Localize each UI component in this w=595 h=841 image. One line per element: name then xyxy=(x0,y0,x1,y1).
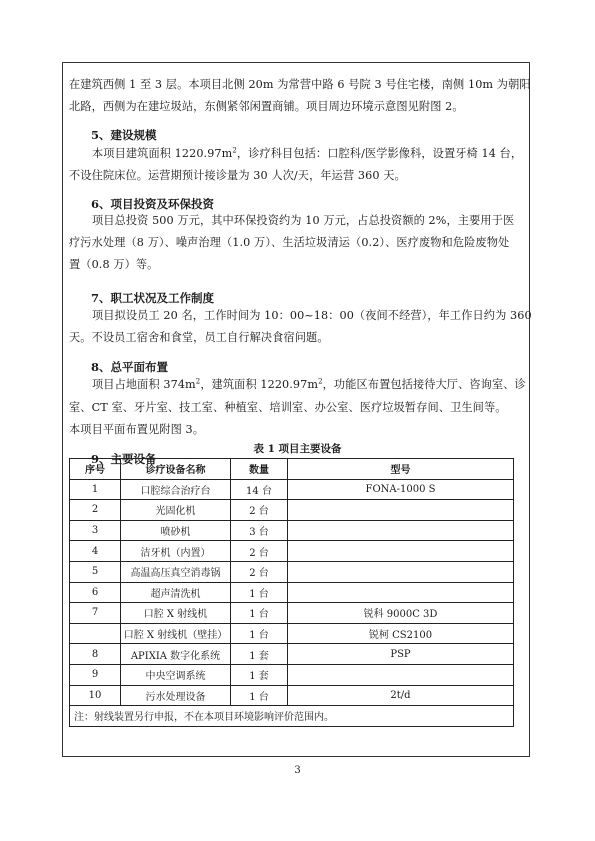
cell-model: 2t/d xyxy=(288,685,514,706)
cell-model xyxy=(288,561,514,582)
cell-equipment: APIXIA 数字化系统 xyxy=(121,644,231,665)
cell-seq: 7 xyxy=(70,603,121,624)
page-number: 3 xyxy=(294,765,301,776)
cell-equipment: 超声清洗机 xyxy=(121,582,231,603)
superscript: 2 xyxy=(232,146,237,155)
table-note-row xyxy=(70,706,514,727)
superscript: 2 xyxy=(195,377,201,386)
cell-model xyxy=(288,664,514,685)
col-header-model: 型号 xyxy=(288,459,514,480)
cell-seq: 8 xyxy=(70,644,121,665)
cell-seq: 4 xyxy=(70,541,121,562)
cell-equipment: 口腔 X 射线机 xyxy=(121,603,231,624)
body-text-line: 项目拟设员工 20 名，工作时间为 10：00~18：00（夜间不经营），年工作日约为 360 xyxy=(92,309,532,322)
col-header-quantity: 数量 xyxy=(231,459,288,480)
table-row xyxy=(70,582,514,603)
equipment-table xyxy=(69,458,514,727)
cell-equipment: 高温高压真空消毒锅 xyxy=(121,561,231,582)
table-row xyxy=(70,685,514,706)
cell-quantity: 14 台 xyxy=(231,479,288,500)
cell-model: 锐柯 CS2100 xyxy=(288,623,514,644)
cell-model: FONA-1000 S xyxy=(288,479,514,500)
cell-equipment: 喷砂机 xyxy=(121,520,231,541)
cell-equipment: 光固化机 xyxy=(121,500,231,521)
cell-equipment: 洁牙机（内置） xyxy=(121,541,231,562)
body-text-line: 不设住院床位。运营期预计接诊量为 30 人次/天，年运营 360 天。 xyxy=(69,169,406,182)
table-row xyxy=(70,479,514,500)
cell-seq: 5 xyxy=(70,561,121,582)
cell-model xyxy=(288,541,514,562)
table-row xyxy=(70,623,514,644)
cell-model: PSP xyxy=(288,644,514,665)
body-text-line: 北路，西侧为在建垃圾站，东侧紧邻闲置商铺。项目周边环境示意图见附图 2。 xyxy=(69,100,464,113)
cell-model xyxy=(288,582,514,603)
col-header-equipment: 诊疗设备名称 xyxy=(121,459,231,480)
section-heading: 8、总平面布置 xyxy=(91,360,169,374)
cell-quantity: 1 台 xyxy=(231,685,288,706)
section-heading: 5、建设规模 xyxy=(91,128,157,142)
cell-equipment: 口腔 X 射线机（壁挂） xyxy=(121,623,231,644)
body-text-line: 项目总投资 500 万元，其中环保投资约为 10 万元，占总投资额的 2%，主要用于医 xyxy=(92,214,515,227)
cell-quantity: 1 套 xyxy=(231,644,288,665)
cell-quantity: 2 台 xyxy=(231,561,288,582)
cell-seq: 1 xyxy=(70,479,121,500)
col-header-seq: 序号 xyxy=(70,459,121,480)
cell-quantity: 2 台 xyxy=(231,500,288,521)
cell-seq: 6 xyxy=(70,582,121,603)
cell-equipment: 口腔综合治疗台 xyxy=(121,479,231,500)
body-text-line: 在建筑西侧 1 至 3 层。本项目北侧 20m 为常营中路 6 号院 3 号住宅楼，南侧 10m 为朝阳 xyxy=(69,78,531,91)
body-text-line: 疗污水处理（8 万）、噪声治理（1.0 万）、生活垃圾清运（0.2）、医疗废物和危险废物处 xyxy=(69,236,510,249)
table-row xyxy=(70,561,514,582)
section-heading: 7、职工状况及工作制度 xyxy=(91,291,215,305)
cell-quantity: 1 台 xyxy=(231,582,288,603)
cell-seq: 9 xyxy=(70,664,121,685)
section-heading: 9、主要设备 xyxy=(91,452,157,466)
body-text-line: 项目占地面积 $374m^2$，建筑面积 $1220.97m^2$，功能区布置包括接待大厅、咨询室、诊 xyxy=(92,377,526,391)
cell-quantity: 1 套 xyxy=(231,664,288,685)
body-text-line: 本项目建筑面积 $1220.97m^2$，诊疗科目包括：口腔科/医学影像科，设置牙椅 14 台， xyxy=(92,146,523,160)
table-row xyxy=(70,603,514,624)
table-note: 注：射线装置另行申报，不在本项目环境影响评价范围内。 xyxy=(70,706,514,727)
table-row xyxy=(70,644,514,665)
table-row xyxy=(70,664,514,685)
cell-seq xyxy=(70,623,121,644)
body-text-line: 本项目平面布置见附图 3。 xyxy=(69,423,205,436)
body-text-line: 室、CT 室、牙片室、技工室、种植室、培训室、办公室、医疗垃圾暂存间、卫生间等。 xyxy=(69,401,507,414)
table-caption: 表 1 项目主要设备 xyxy=(253,443,342,455)
cell-equipment: 中央空调系统 xyxy=(121,664,231,685)
cell-seq: 10 xyxy=(70,685,121,706)
body-text-line: 置（0.8 万）等。 xyxy=(69,258,159,271)
cell-quantity: 3 台 xyxy=(231,520,288,541)
body-text-line: 天。不设员工宿舍和食堂，员工自行解决食宿问题。 xyxy=(69,331,329,344)
cell-seq: 2 xyxy=(70,500,121,521)
cell-seq: 3 xyxy=(70,520,121,541)
section-heading: 6、项目投资及环保投资 xyxy=(91,197,215,211)
cell-model xyxy=(288,520,514,541)
table-row xyxy=(70,541,514,562)
table-row xyxy=(70,500,514,521)
cell-equipment: 污水处理设备 xyxy=(121,685,231,706)
cell-model xyxy=(288,500,514,521)
cell-model: 锐科 9000C 3D xyxy=(288,603,514,624)
superscript: 2 xyxy=(318,377,323,386)
cell-quantity: 1 台 xyxy=(231,623,288,644)
table-row xyxy=(70,520,514,541)
table-header-row xyxy=(70,459,514,480)
cell-quantity: 1 台 xyxy=(231,603,288,624)
cell-quantity: 2 台 xyxy=(231,541,288,562)
